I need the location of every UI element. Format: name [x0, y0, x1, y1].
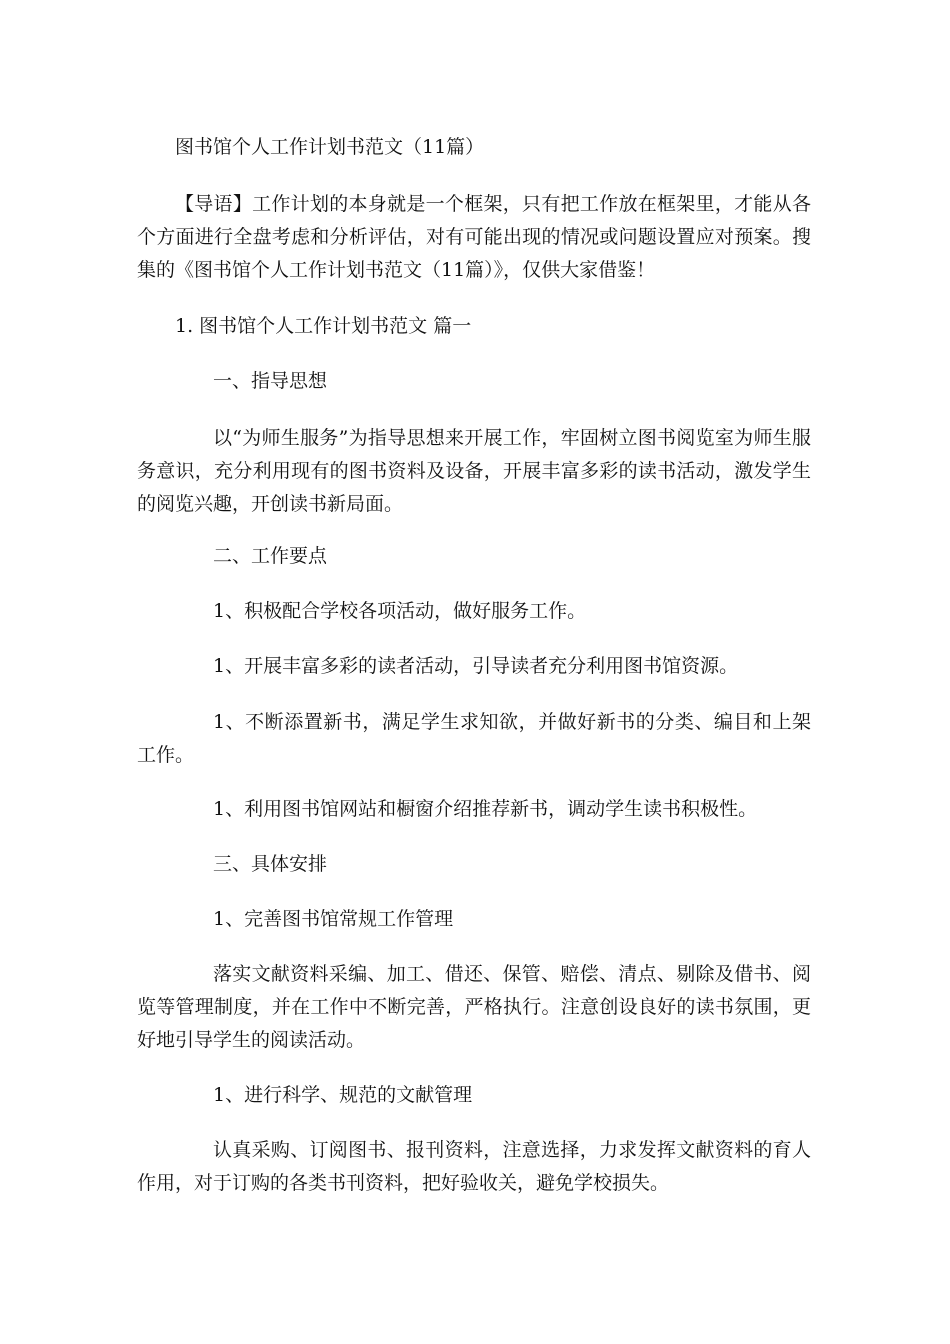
- part1-heading: 一、指导思想: [213, 370, 328, 392]
- intro-paragraph: 【导语】工作计划的本身就是一个框架，只有把工作放在框架里，才能从各个方面进行全盘考虑和分析评估，对有可能出现的情况或问题设置应对预案。搜集的《图书馆个人工作计划书范文（11篇）》，仅供大家借鉴！: [137, 193, 811, 281]
- part1-paragraph: 以“为师生服务”为指导思想来开展工作，牢固树立图书阅览室为师生服务意识，充分利用现有的图书资料及设备，开展丰富多彩的读书活动，激发学生的阅览兴趣，开创读书新局面。: [137, 427, 811, 515]
- point-1: 1、积极配合学校各项活动，做好服务工作。: [213, 600, 587, 622]
- point-3: 1、不断添置新书，满足学生求知欲，并做好新书的分类、编目和上架工作。: [137, 711, 811, 766]
- arrangement-2-heading: 1、进行科学、规范的文献管理: [213, 1084, 473, 1106]
- document-title: 图书馆个人工作计划书范文（11篇）: [175, 136, 485, 158]
- section-title: 1. 图书馆个人工作计划书范文 篇一: [175, 315, 472, 337]
- point-4: 1、利用图书馆网站和橱窗介绍推荐新书，调动学生读书积极性。: [213, 798, 758, 820]
- point-2: 1、开展丰富多彩的读者活动，引导读者充分利用图书馆资源。: [213, 655, 739, 677]
- arrangement-2-paragraph: 认真采购、订阅图书、报刊资料，注意选择，力求发挥文献资料的育人作用，对于订购的各类书刊资料，把好验收关，避免学校损失。: [137, 1139, 811, 1194]
- arrangement-1-paragraph: 落实文献资料采编、加工、借还、保管、赔偿、清点、剔除及借书、阅览等管理制度，并在工作中不断完善，严格执行。注意创设良好的读书氛围，更好地引导学生的阅读活动。: [137, 963, 811, 1051]
- arrangement-1-heading: 1、完善图书馆常规工作管理: [213, 908, 454, 930]
- part3-heading: 三、具体安排: [213, 853, 328, 875]
- part2-heading: 二、工作要点: [213, 545, 328, 567]
